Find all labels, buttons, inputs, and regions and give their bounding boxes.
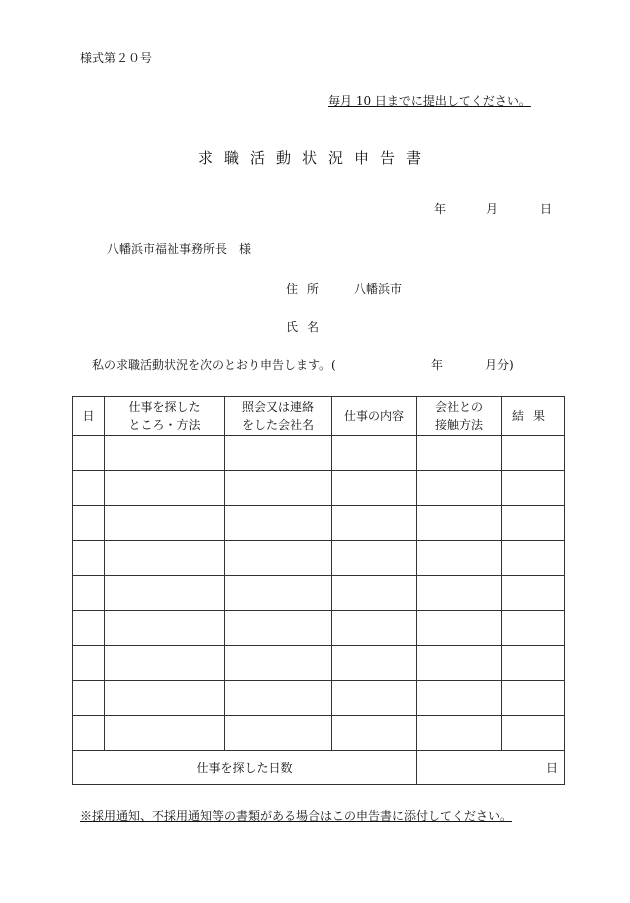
address-label: 住所 xyxy=(286,282,329,296)
table-cell[interactable] xyxy=(417,646,502,681)
addressee: 八幡浜市福祉事務所長 様 xyxy=(107,242,252,256)
table-row xyxy=(73,716,565,751)
table-cell[interactable] xyxy=(332,681,417,716)
declaration-year-label: 年 xyxy=(431,358,444,372)
table-cell[interactable] xyxy=(105,716,225,751)
table-cell[interactable] xyxy=(105,471,225,506)
date-day-label: 日 xyxy=(540,202,553,216)
table-cell[interactable] xyxy=(225,716,332,751)
table-cell[interactable] xyxy=(332,471,417,506)
header-contact-method: 会社との 接触方法 xyxy=(417,397,502,436)
table-cell[interactable] xyxy=(502,436,565,471)
table-cell[interactable] xyxy=(417,576,502,611)
table-cell[interactable] xyxy=(332,541,417,576)
table-cell[interactable] xyxy=(225,506,332,541)
search-days-label: 仕事を探した日数 xyxy=(73,751,417,785)
header-search-place-method: 仕事を探した ところ・方法 xyxy=(105,397,225,436)
header-company-contacted: 照会又は連絡 をした会社名 xyxy=(225,397,332,436)
table-cell[interactable] xyxy=(417,506,502,541)
table-row xyxy=(73,436,565,471)
table-cell[interactable] xyxy=(332,611,417,646)
table-cell[interactable] xyxy=(502,576,565,611)
table-cell[interactable] xyxy=(105,541,225,576)
table-cell[interactable] xyxy=(73,681,105,716)
header-job-content: 仕事の内容 xyxy=(332,397,417,436)
table-cell[interactable] xyxy=(502,471,565,506)
table-cell[interactable] xyxy=(225,541,332,576)
table-row xyxy=(73,576,565,611)
table-row xyxy=(73,506,565,541)
table-cell[interactable] xyxy=(225,436,332,471)
header-result: 結果 xyxy=(502,397,565,436)
table-cell[interactable] xyxy=(73,471,105,506)
table-cell[interactable] xyxy=(225,576,332,611)
table-cell[interactable] xyxy=(417,681,502,716)
deadline-note: 毎月 10 日までに提出してください。 xyxy=(328,94,531,108)
table-header-row xyxy=(73,397,565,436)
table-row xyxy=(73,611,565,646)
address-value: 八幡浜市 xyxy=(354,282,403,296)
table-cell[interactable] xyxy=(73,541,105,576)
table-cell[interactable] xyxy=(73,576,105,611)
table-cell[interactable] xyxy=(417,436,502,471)
table-cell[interactable] xyxy=(105,576,225,611)
header-day: 日 xyxy=(73,397,105,436)
search-days-unit[interactable]: 日 xyxy=(417,751,565,785)
table-cell[interactable] xyxy=(105,506,225,541)
table-cell[interactable] xyxy=(225,611,332,646)
table-cell[interactable] xyxy=(332,716,417,751)
table-cell[interactable] xyxy=(502,681,565,716)
table-cell[interactable] xyxy=(417,716,502,751)
table-cell[interactable] xyxy=(105,611,225,646)
attachment-footnote: ※採用通知、不採用通知等の書類がある場合はこの申告書に添付してください。 xyxy=(80,809,513,823)
table-cell[interactable] xyxy=(332,576,417,611)
table-cell[interactable] xyxy=(502,716,565,751)
job-search-activity-table xyxy=(72,396,565,785)
table-cell[interactable] xyxy=(225,646,332,681)
table-cell[interactable] xyxy=(502,646,565,681)
table-row xyxy=(73,471,565,506)
table-cell[interactable] xyxy=(73,716,105,751)
table-cell[interactable] xyxy=(105,646,225,681)
table-cell[interactable] xyxy=(417,471,502,506)
declaration-month-label: 月分) xyxy=(485,358,514,372)
declaration-text: 私の求職活動状況を次のとおり申告します。( xyxy=(92,358,336,372)
table-row xyxy=(73,681,565,716)
table-cell[interactable] xyxy=(73,506,105,541)
table-cell[interactable] xyxy=(225,471,332,506)
table-cell[interactable] xyxy=(73,436,105,471)
table-row xyxy=(73,541,565,576)
form-number: 様式第２０号 xyxy=(80,51,153,65)
table-cell[interactable] xyxy=(502,506,565,541)
table-row xyxy=(73,646,565,681)
table-cell[interactable] xyxy=(502,611,565,646)
table-cell[interactable] xyxy=(105,681,225,716)
table-cell[interactable] xyxy=(105,436,225,471)
table-cell[interactable] xyxy=(73,611,105,646)
table-cell[interactable] xyxy=(332,646,417,681)
name-label: 氏名 xyxy=(286,320,329,334)
table-cell[interactable] xyxy=(332,506,417,541)
table-cell[interactable] xyxy=(332,436,417,471)
date-month-label: 月 xyxy=(486,202,499,216)
table-cell[interactable] xyxy=(73,646,105,681)
table-cell[interactable] xyxy=(417,611,502,646)
date-year-label: 年 xyxy=(434,202,447,216)
table-cell[interactable] xyxy=(502,541,565,576)
table-cell[interactable] xyxy=(417,541,502,576)
table-footer-row xyxy=(73,751,565,785)
table-cell[interactable] xyxy=(225,681,332,716)
document-title: 求職活動状況申告書 xyxy=(197,149,432,167)
